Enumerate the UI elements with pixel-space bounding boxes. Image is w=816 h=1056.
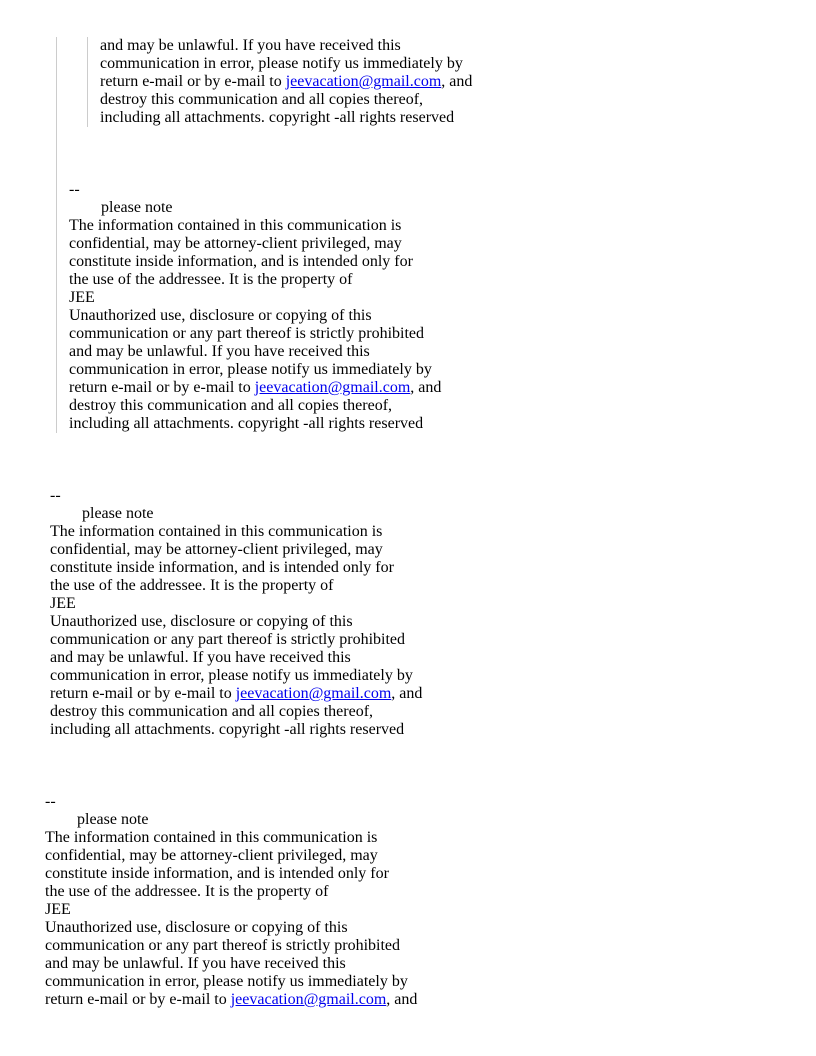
text-line: confidential, may be attorney-client privileged, may (45, 847, 378, 864)
text-line: communication in error, please notify us immediately by (69, 361, 432, 378)
spacer (0, 739, 816, 793)
please-note-label: please note (82, 505, 154, 522)
signature-dashes: -- (50, 487, 61, 504)
text-line: destroy this communication and all copies thereof, (100, 91, 424, 108)
text-line: Unauthorized use, disclosure or copying of this (45, 919, 348, 936)
text-line: constitute inside information, and is intended only for (50, 559, 394, 576)
email-link[interactable]: jeevacation@gmail.com (285, 73, 442, 90)
email-link[interactable]: jeevacation@gmail.com (230, 991, 387, 1008)
text-line: the use of the addressee. It is the property of (69, 271, 353, 288)
text-line: including all attachments. copyright -all rights reserved (69, 415, 424, 432)
text-segment: return e-mail or by e-mail to (45, 991, 231, 1008)
signature-dashes: -- (45, 793, 56, 810)
text-line (45, 991, 816, 1009)
text-line: JEE (45, 901, 71, 918)
text-line: communication in error, please notify us immediately by (45, 973, 408, 990)
text-line: Unauthorized use, disclosure or copying of this (69, 307, 372, 324)
signature-block (69, 181, 816, 433)
text-line: communication or any part thereof is strictly prohibited (50, 631, 406, 648)
text-line (50, 685, 816, 703)
text-segment: return e-mail or by e-mail to (50, 685, 236, 702)
text-line: the use of the addressee. It is the property of (50, 577, 334, 594)
text-segment: , and (391, 685, 423, 702)
text-line (100, 73, 816, 91)
text-line: constitute inside information, and is intended only for (45, 865, 389, 882)
text-line (69, 379, 816, 397)
text-line: communication in error, please notify us immediately by (100, 55, 463, 72)
email-link[interactable]: jeevacation@gmail.com (235, 685, 392, 702)
text-line: the use of the addressee. It is the property of (45, 883, 329, 900)
text-segment: return e-mail or by e-mail to (69, 379, 255, 396)
text-line: The information contained in this communication is (69, 217, 402, 234)
please-note-label: please note (77, 811, 149, 828)
text-line: Unauthorized use, disclosure or copying of this (50, 613, 353, 630)
email-document (0, 37, 816, 1009)
text-line: confidential, may be attorney-client privileged, may (69, 235, 402, 252)
quote-level-2 (87, 37, 816, 127)
text-segment: return e-mail or by e-mail to (100, 73, 286, 90)
text-line: including all attachments. copyright -all rights reserved (100, 109, 455, 126)
text-line: and may be unlawful. If you have received this (69, 343, 370, 360)
please-note-label: please note (101, 199, 173, 216)
spacer (0, 433, 816, 487)
text-line: and may be unlawful. If you have received this (45, 955, 346, 972)
text-line: and may be unlawful. If you have received this (50, 649, 351, 666)
text-segment: , and (410, 379, 442, 396)
signature-dashes: -- (69, 181, 80, 198)
email-link[interactable]: jeevacation@gmail.com (254, 379, 411, 396)
text-line: destroy this communication and all copies thereof, (50, 703, 374, 720)
text-line: confidential, may be attorney-client privileged, may (50, 541, 383, 558)
text-line: and may be unlawful. If you have received this (100, 37, 401, 54)
text-line: constitute inside information, and is intended only for (69, 253, 413, 270)
spacer (69, 127, 816, 181)
text-line: communication or any part thereof is strictly prohibited (69, 325, 425, 342)
text-line: JEE (50, 595, 76, 612)
signature-block (50, 487, 816, 739)
signature-block (45, 793, 816, 1009)
text-line: JEE (69, 289, 95, 306)
text-line: communication in error, please notify us immediately by (50, 667, 413, 684)
quote-level-1 (56, 37, 816, 433)
text-line: destroy this communication and all copies thereof, (69, 397, 393, 414)
text-line: The information contained in this communication is (50, 523, 383, 540)
text-segment: , and (386, 991, 418, 1008)
text-segment: , and (441, 73, 473, 90)
text-line: including all attachments. copyright -all rights reserved (50, 721, 405, 738)
text-line: The information contained in this communication is (45, 829, 378, 846)
text-line: communication or any part thereof is strictly prohibited (45, 937, 401, 954)
